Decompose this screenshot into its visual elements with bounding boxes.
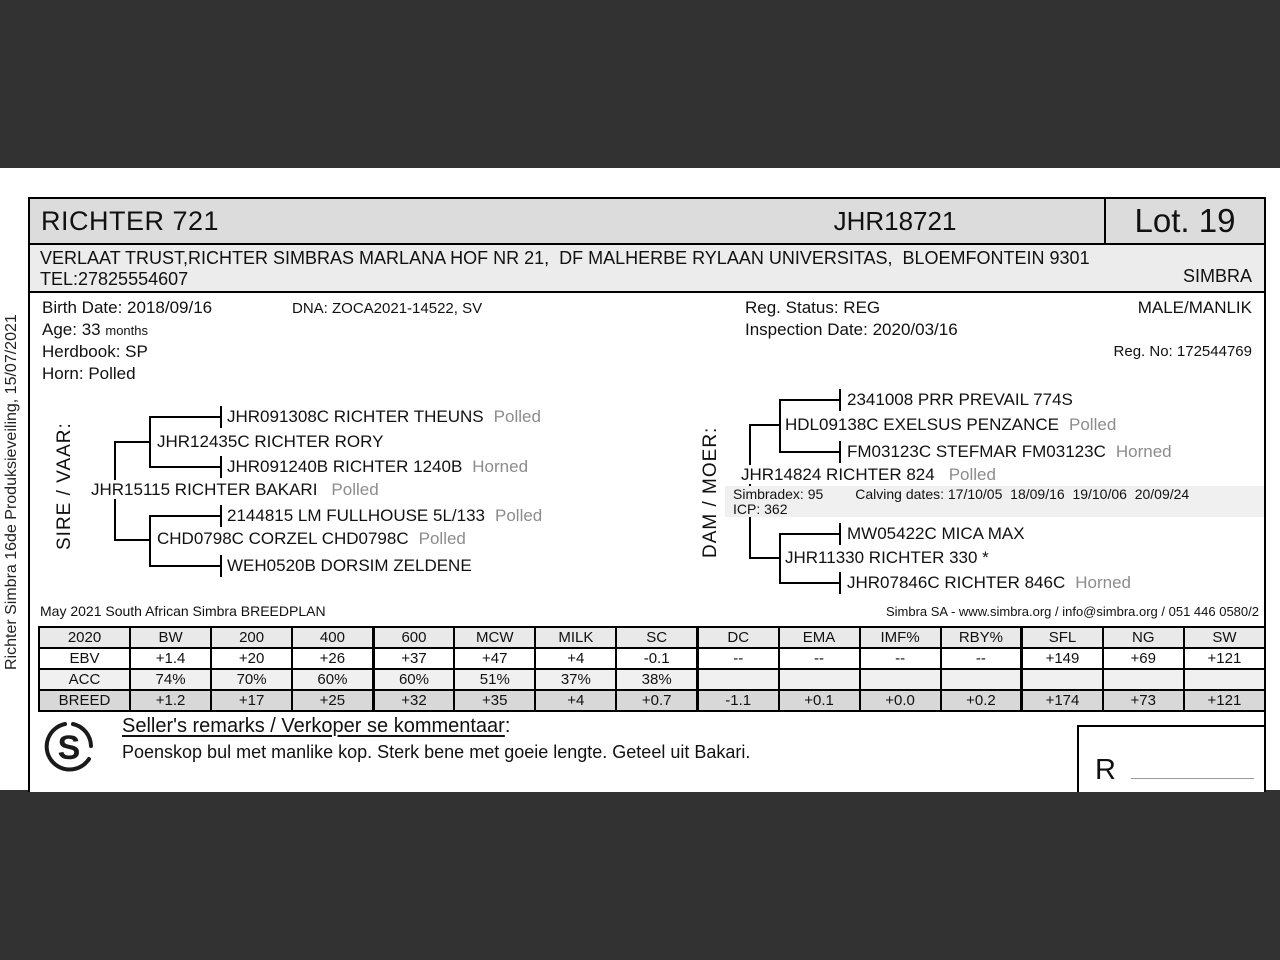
- pedigree-line: [779, 582, 841, 584]
- breedplan-col-header: SW: [1184, 627, 1265, 648]
- pedigree-line: [220, 406, 222, 428]
- breedplan-value-cell: +35: [454, 690, 535, 711]
- lot-card: [28, 197, 1266, 792]
- breedplan-value-cell: +26: [292, 648, 373, 669]
- breedplan-value-cell: [1184, 669, 1265, 690]
- breedplan-value-cell: +174: [1022, 690, 1103, 711]
- pedigree-line: [149, 416, 151, 468]
- breedplan-col-header: 600: [373, 627, 454, 648]
- simbradex-value: Simbradex: 95: [733, 486, 824, 502]
- pedigree-line: [220, 555, 222, 577]
- breedplan-col-header: NG: [1103, 627, 1184, 648]
- breedplan-value-cell: 38%: [616, 669, 697, 690]
- currency-symbol: R: [1095, 754, 1116, 786]
- breedplan-col-header: SC: [616, 627, 697, 648]
- breedplan-col-header: MCW: [454, 627, 535, 648]
- pedigree-line: [839, 523, 841, 545]
- dna-field: DNA: ZOCA2021-14522, SV: [292, 300, 483, 317]
- inspection-date-field: Inspection Date: 2020/03/16: [745, 320, 958, 339]
- breedplan-value-cell: 74%: [130, 669, 211, 690]
- breedplan-value-cell: +0.7: [616, 690, 697, 711]
- breedplan-col-header: 200: [211, 627, 292, 648]
- sex-field: MALE/MANLIK: [1137, 298, 1252, 317]
- breedplan-value-cell: [860, 669, 941, 690]
- age-field: Age: 33 months: [42, 320, 149, 339]
- breedplan-col-header: DC: [697, 627, 778, 648]
- breedplan-value-cell: 60%: [373, 669, 454, 690]
- breedplan-value-cell: [697, 669, 778, 690]
- breedplan-value-cell: +121: [1184, 648, 1265, 669]
- dam-sire-dam-name: FM03123C STEFMAR FM03123C Horned: [847, 442, 1172, 461]
- pedigree-line: [220, 456, 222, 478]
- breedplan-value-cell: +0.0: [860, 690, 941, 711]
- breedplan-value-cell: --: [941, 648, 1022, 669]
- dam-stats-band: [725, 486, 1264, 517]
- breedplan-value-cell: --: [860, 648, 941, 669]
- breedplan-value-cell: +20: [211, 648, 292, 669]
- horn-field: Horn: Polled: [42, 364, 136, 383]
- dam-dam-dam-name: JHR07846C RICHTER 846C Horned: [847, 573, 1132, 592]
- remarks-heading: Seller's remarks / Verkoper se kommentaar:: [122, 715, 511, 737]
- reg-status-field: Reg. Status: REG: [745, 298, 881, 317]
- pedigree-line: [149, 515, 151, 567]
- pedigree-line: [779, 533, 841, 535]
- animal-reg-code: JHR18721: [833, 206, 957, 236]
- reg-no-field: Reg. No: 172544769: [1113, 343, 1252, 360]
- breedplan-col-header: 400: [292, 627, 373, 648]
- breedplan-col-header: BW: [130, 627, 211, 648]
- breedplan-col-header: RBY%: [941, 627, 1022, 648]
- pedigree-line: [779, 399, 781, 453]
- breedplan-col-header: SFL: [1022, 627, 1103, 648]
- breedplan-col-header: MILK: [535, 627, 616, 648]
- sire-sire-name: JHR12435C RICHTER RORY: [157, 432, 384, 451]
- breedplan-caption: May 2021 South African Simbra BREEDPLAN: [40, 603, 326, 619]
- breedplan-value-cell: +149: [1022, 648, 1103, 669]
- pedigree-line: [149, 466, 220, 468]
- sire-sire-dam-name: JHR091240B RICHTER 1240B Horned: [227, 457, 529, 476]
- breedplan-value-cell: [779, 669, 860, 690]
- dam-dam-sire-name: MW05422C MICA MAX: [847, 524, 1025, 543]
- birth-date-field: Birth Date: 2018/09/16: [42, 298, 213, 317]
- breedplan-value-cell: +17: [211, 690, 292, 711]
- viewer-top-margin: [0, 0, 1280, 168]
- pedigree-line: [779, 533, 781, 584]
- calving-dates: Calving dates: 17/10/05 18/09/16 19/10/06 20/09/24: [855, 486, 1190, 502]
- breedplan-row-label: EBV: [39, 648, 130, 669]
- breedplan-value-cell: --: [697, 648, 778, 669]
- dam-dam-name: JHR11330 RICHTER 330 *: [785, 548, 989, 567]
- breedplan-value-cell: 37%: [535, 669, 616, 690]
- breedplan-value-cell: -1.1: [697, 690, 778, 711]
- breedplan-value-cell: +73: [1103, 690, 1184, 711]
- pedigree-line: [149, 565, 220, 567]
- sire-dam-dam-name: WEH0520B DORSIM ZELDENE: [227, 556, 472, 575]
- seller-band: [30, 245, 1264, 293]
- breedplan-row-label: BREED: [39, 690, 130, 711]
- pedigree-line: [779, 399, 841, 401]
- breedplan-row-label: ACC: [39, 669, 130, 690]
- price-box: [1077, 725, 1264, 792]
- breedplan-value-cell: +0.1: [779, 690, 860, 711]
- pedigree-line: [749, 557, 781, 559]
- breedplan-value-cell: [1022, 669, 1103, 690]
- breedplan-value-cell: 70%: [211, 669, 292, 690]
- sire-name: JHR15115 RICHTER BAKARI Polled: [87, 480, 379, 500]
- pedigree-line: [149, 416, 220, 418]
- simbra-s-logo-icon: [38, 717, 100, 779]
- animal-name: RICHTER 721: [41, 206, 220, 236]
- breedplan-col-header: EMA: [779, 627, 860, 648]
- dam-name: JHR14824 RICHTER 824 Polled: [737, 465, 996, 485]
- sale-edition-note: Richter Simbra 16de Produksieveiling, 15/07/2021: [3, 314, 20, 671]
- pedigree-line: [839, 389, 841, 411]
- breedplan-col-header: 2020: [39, 627, 130, 648]
- viewer-bottom-margin: [0, 790, 1280, 960]
- lot-number: Lot. 19: [1104, 199, 1264, 243]
- pedigree-line: [114, 539, 151, 541]
- breedplan-value-cell: +32: [373, 690, 454, 711]
- breedplan-value-cell: +47: [454, 648, 535, 669]
- simbra-contact-line: Simbra SA - www.simbra.org / info@simbra.org / 051 446 0580/2: [885, 604, 1259, 619]
- svg-text:S: S: [57, 729, 81, 767]
- pedigree-line: [220, 505, 222, 527]
- dam-sire-sire-name: 2341008 PRR PREVAIL 774S: [847, 390, 1073, 409]
- breedplan-value-cell: +4: [535, 690, 616, 711]
- breedplan-value-cell: --: [779, 648, 860, 669]
- pedigree-line: [149, 515, 220, 517]
- seller-phone: TEL:27825554607: [40, 269, 189, 289]
- breedplan-value-cell: [1103, 669, 1184, 690]
- pedigree-line: [779, 451, 841, 453]
- icp-value: ICP: 362: [733, 501, 788, 517]
- dam-section-label: DAM / MOER:: [700, 426, 721, 558]
- breed-name: SIMBRA: [1182, 266, 1252, 286]
- sire-dam-sire-name: 2144815 LM FULLHOUSE 5L/133 Polled: [227, 506, 543, 525]
- pedigree-line: [839, 441, 841, 463]
- pedigree-line: [839, 572, 841, 594]
- breedplan-value-cell: +69: [1103, 648, 1184, 669]
- herdbook-field: Herdbook: SP: [42, 342, 148, 361]
- title-band: [30, 199, 1264, 245]
- dam-sire-name: HDL09138C EXELSUS PENZANCE Polled: [785, 415, 1117, 434]
- breedplan-value-cell: -0.1: [616, 648, 697, 669]
- sire-dam-name: CHD0798C CORZEL CHD0798C Polled: [157, 529, 466, 548]
- breedplan-value-cell: [941, 669, 1022, 690]
- pedigree-line: [749, 517, 751, 559]
- breedplan-value-cell: +37: [373, 648, 454, 669]
- pedigree-line: [114, 441, 151, 443]
- seller-address: VERLAAT TRUST,RICHTER SIMBRAS MARLANA HOF NR 21, DF MALHERBE RYLAAN UNIVERSITAS, BLOEMFONTEIN 9301: [40, 248, 1090, 268]
- breedplan-value-cell: 51%: [454, 669, 535, 690]
- breedplan-value-cell: +1.4: [130, 648, 211, 669]
- breedplan-value-cell: +0.2: [941, 690, 1022, 711]
- remarks-text: Poenskop bul met manlike kop. Sterk bene met goeie lengte. Geteel uit Bakari.: [122, 742, 751, 762]
- price-blank-line: [1131, 778, 1254, 779]
- sire-section-label: SIRE / VAAR:: [54, 422, 75, 550]
- breedplan-value-cell: +1.2: [130, 690, 211, 711]
- breedplan-value-cell: +4: [535, 648, 616, 669]
- breedplan-value-cell: +25: [292, 690, 373, 711]
- sire-sire-sire-name: JHR091308C RICHTER THEUNS Polled: [227, 407, 541, 426]
- pedigree-line: [749, 424, 781, 426]
- breedplan-value-cell: +121: [1184, 690, 1265, 711]
- breedplan-value-cell: 60%: [292, 669, 373, 690]
- breedplan-table: [38, 626, 1266, 712]
- breedplan-col-header: IMF%: [860, 627, 941, 648]
